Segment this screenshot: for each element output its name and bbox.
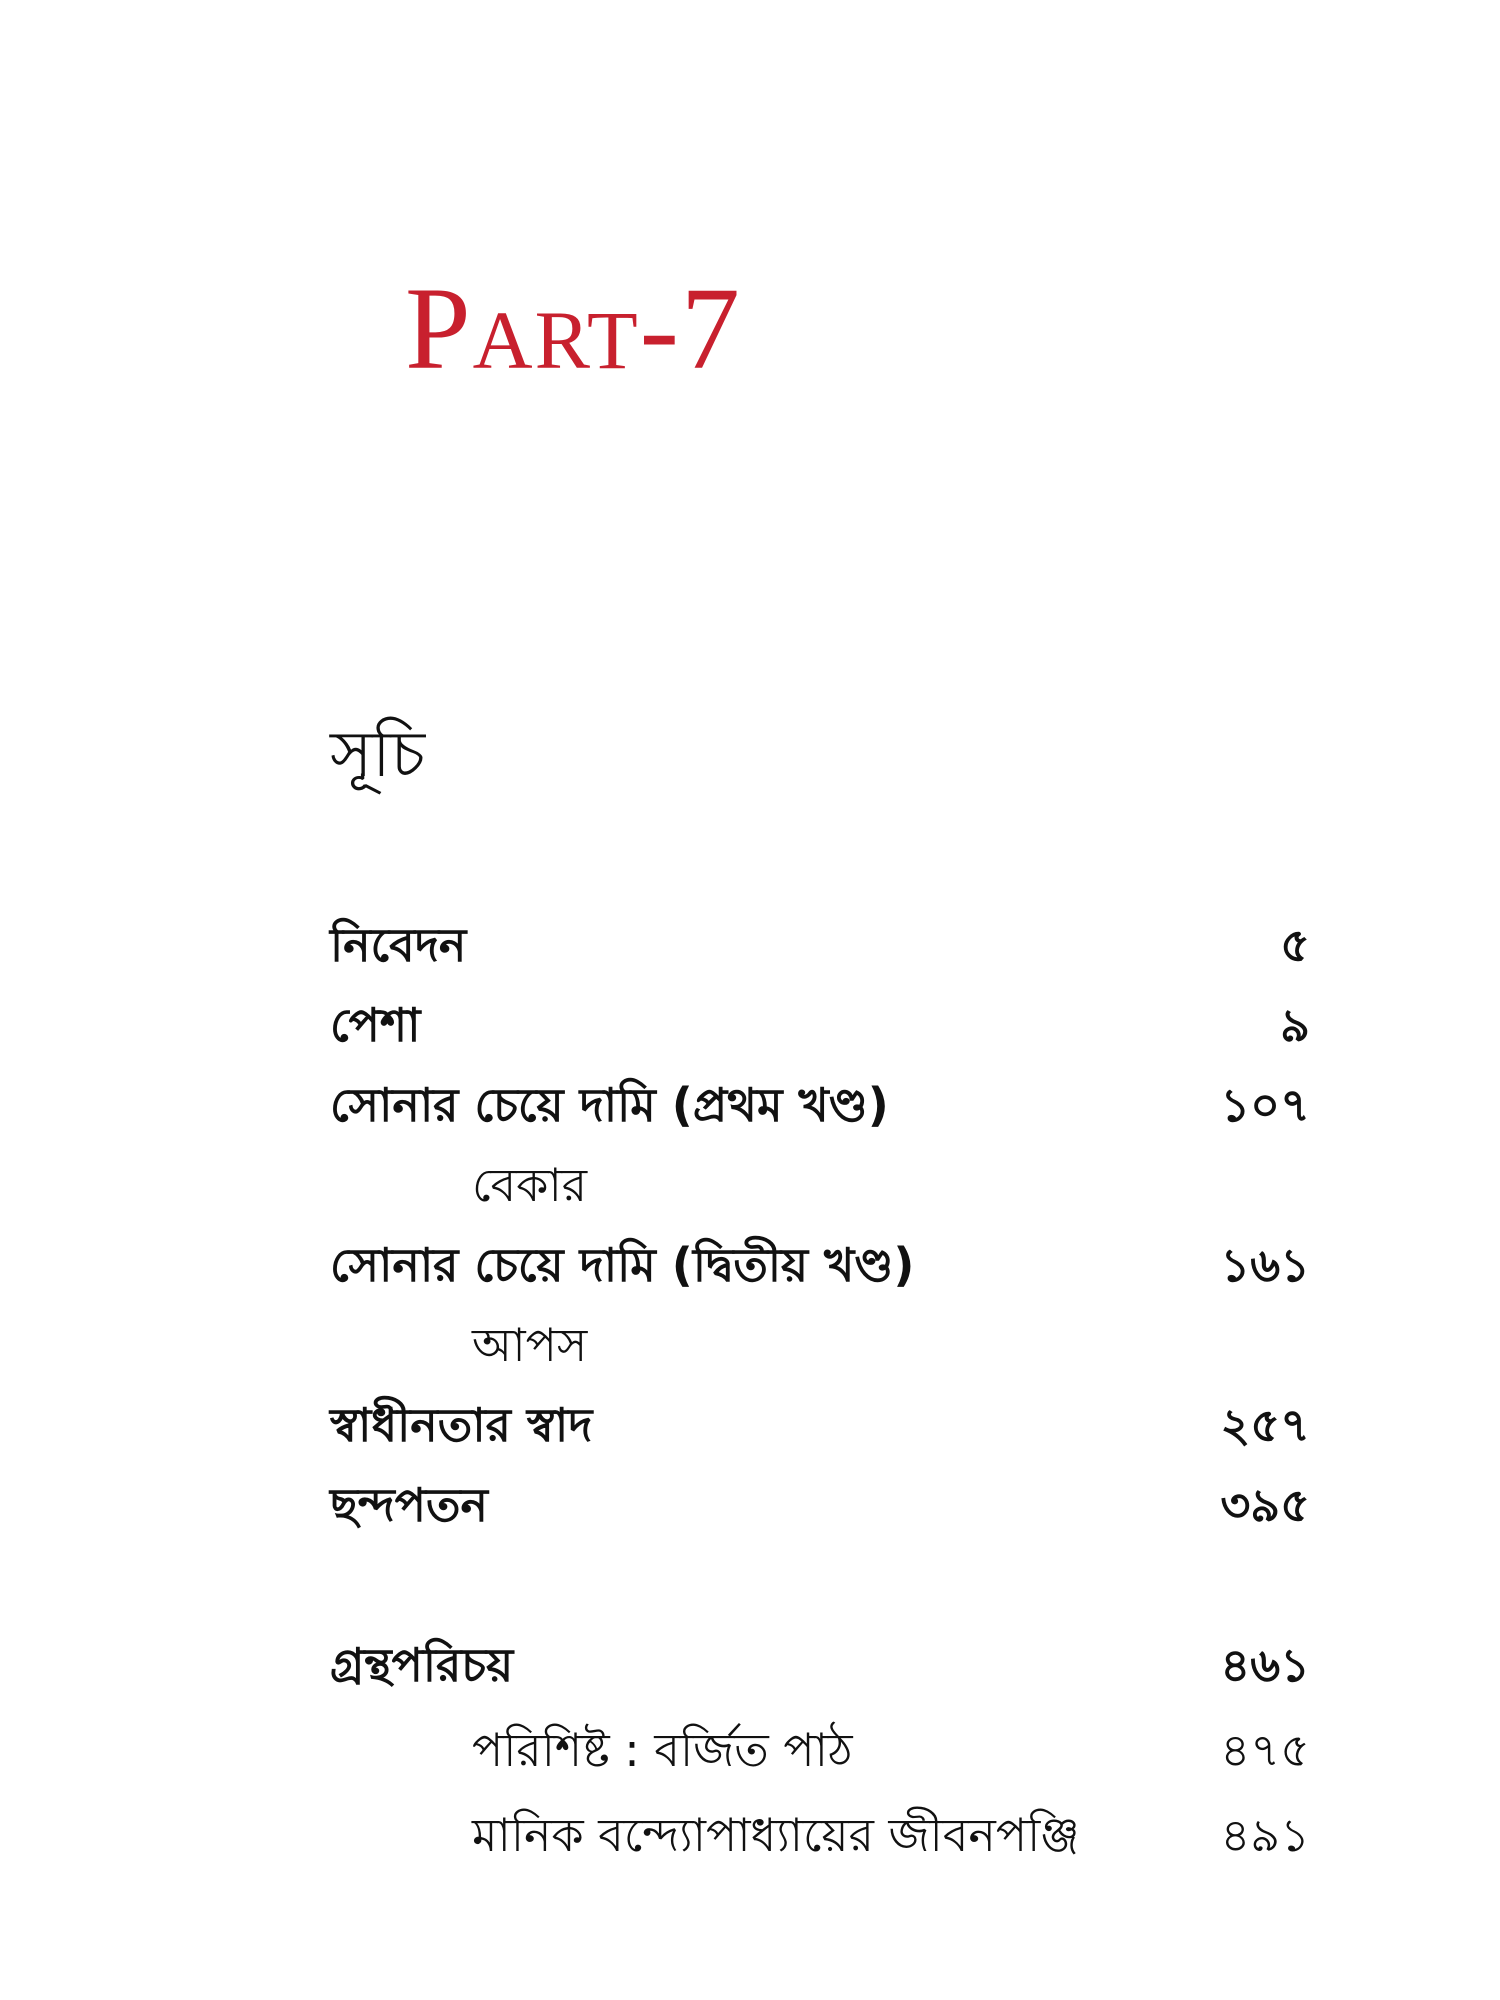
toc-entry-page: ৪৯১ (1220, 1808, 1310, 1862)
toc-entry-swadhinatar-swad[interactable] (330, 1390, 1310, 1460)
toc-entry-sonar-cheye-dami-1[interactable] (330, 1070, 1310, 1140)
toc-entry-page: ৯ (1280, 998, 1310, 1052)
toc-entry-label: নিবেদন (330, 918, 467, 972)
toc-entry-label: পেশা (330, 998, 421, 1052)
toc-entry-pesha[interactable] (330, 990, 1310, 1060)
toc-entry-chhondopoton[interactable] (330, 1470, 1310, 1540)
toc-entry-page: ৩৯৫ (1220, 1478, 1310, 1532)
toc-entry-page: ১০৭ (1220, 1078, 1310, 1132)
toc-entry-label: স্বাধীনতার স্বাদ (330, 1398, 593, 1452)
toc-entry-granthaparichay[interactable] (330, 1630, 1310, 1700)
toc-subentry-parishishta[interactable] (330, 1715, 1310, 1785)
toc-entry-label: গ্রন্থপরিচয় (330, 1638, 514, 1692)
toc-entry-label: মানিক বন্দ্যোপাধ্যায়ের জীবনপঞ্জি (472, 1808, 1080, 1862)
toc-heading: সূচি (330, 718, 426, 792)
toc-entry-label: সোনার চেয়ে দামি (প্রথম খণ্ড) (330, 1078, 889, 1132)
toc-entry-label: আপস (472, 1318, 588, 1372)
toc-entry-nibedon[interactable] (330, 910, 1310, 980)
toc-entry-page: ৫ (1280, 918, 1310, 972)
toc-entry-page: ১৬১ (1220, 1238, 1310, 1292)
toc-entry-page: ৪৬১ (1220, 1638, 1310, 1692)
toc-entry-page: ৪৭৫ (1220, 1723, 1310, 1777)
toc-entry-label: বেকার (472, 1158, 588, 1212)
table-of-contents (330, 0, 1310, 2000)
toc-entry-page: ২৫৭ (1220, 1398, 1310, 1452)
toc-subentry-bekar[interactable] (330, 1150, 1310, 1220)
toc-entry-label: ছন্দপতন (330, 1478, 488, 1532)
toc-entry-label: পরিশিষ্ট : বর্জিত পাঠ (472, 1723, 853, 1777)
toc-subentry-apos[interactable] (330, 1310, 1310, 1380)
toc-entry-sonar-cheye-dami-2[interactable] (330, 1230, 1310, 1300)
toc-subentry-jibanpanji[interactable] (330, 1800, 1310, 1870)
part-title: Part-7 (405, 263, 742, 394)
toc-entry-label: সোনার চেয়ে দামি (দ্বিতীয় খণ্ড) (330, 1238, 915, 1292)
